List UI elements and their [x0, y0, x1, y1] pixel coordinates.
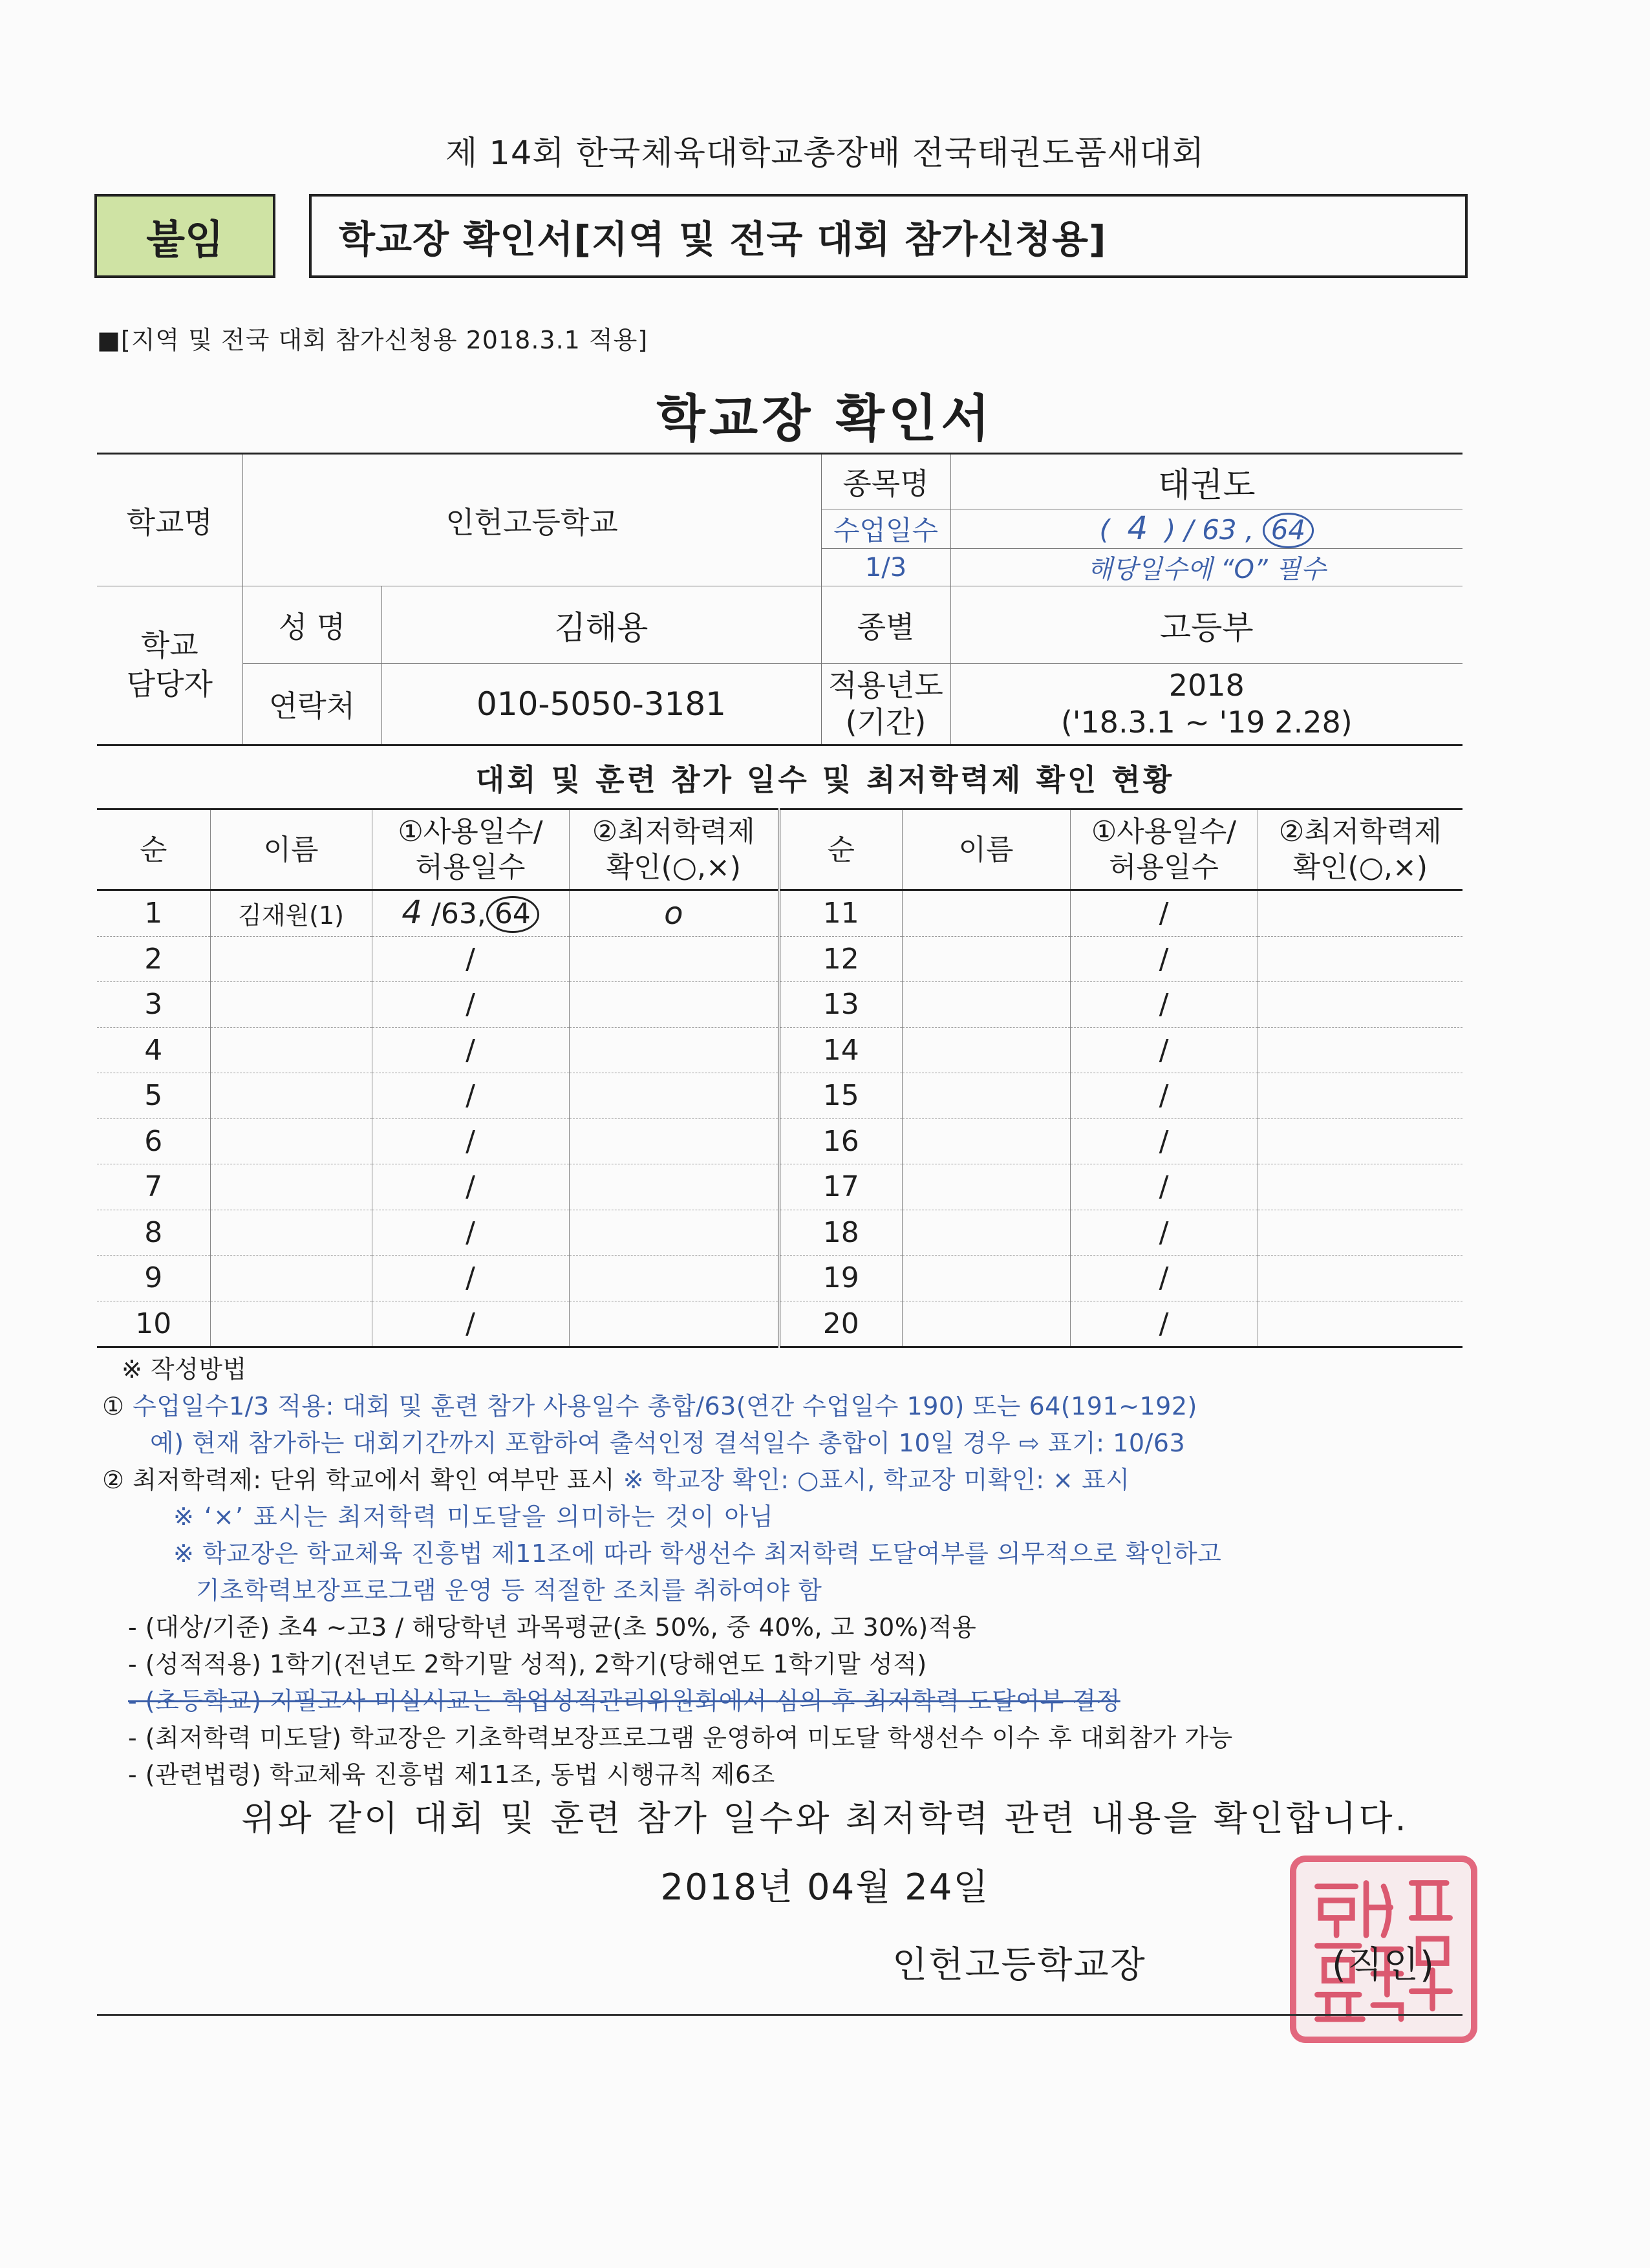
document-title: 학교장 확인서[지역 및 전국 대회 참가신청용] [309, 194, 1468, 278]
row-check [569, 1118, 779, 1164]
row-check [569, 1073, 779, 1119]
header-check: ②최저학력제 확인(○,×) [1258, 809, 1462, 890]
guide-line-11: - (관련법령) 학교체육 진흥법 제11조, 동법 시행규칙 제6조 [128, 1760, 775, 1789]
table-row [97, 1164, 1462, 1210]
row-check [569, 982, 779, 1028]
division-label: 종별 [821, 586, 950, 664]
row-name [210, 1164, 372, 1210]
row-name [902, 1027, 1070, 1073]
table-row [97, 1256, 1462, 1301]
guide-line-5: ※ 학교장은 학교체육 진흥법 제11조에 따라 학생선수 최저학력 도달여부를 의무적으로 확인하고 [173, 1539, 1222, 1568]
row-check [569, 1027, 779, 1073]
row-no: 3 [97, 982, 210, 1028]
table-row [97, 1301, 1462, 1347]
row-no: 11 [779, 890, 902, 937]
row-no: 20 [779, 1301, 902, 1347]
row-days: / [1070, 1301, 1258, 1347]
table-row [97, 936, 1462, 982]
row-days: / [372, 1027, 569, 1073]
bottom-divider [97, 2014, 1462, 2016]
scope-note: ■[지역 및 전국 대회 참가신청용 2018.3.1 적용] [97, 326, 648, 354]
row-days: / [1070, 1164, 1258, 1210]
class-days-used: 4 [1127, 509, 1148, 548]
section-heading: 대회 및 훈련 참가 일수 및 최저학력제 확인 현황 [475, 762, 1175, 797]
row-days [372, 890, 569, 937]
contest-title: 제 14회 한국체육대학교총장배 전국태권도품새대회 [445, 134, 1205, 173]
guide-line-2: 예) 현재 참가하는 대회기간까지 포함하여 출석인정 결석일수 총합이 10일 경우 ⇨ 표기: 10/63 [150, 1429, 1186, 1457]
issue-date: 2018년 04월 24일 [660, 1867, 990, 1909]
principal-name: 인헌고등학교장 [892, 1944, 1146, 1986]
row-name [902, 1301, 1070, 1347]
school-label: 학교명 [97, 454, 242, 586]
row-check [569, 1164, 779, 1210]
class-days-value [950, 509, 1462, 549]
main-title: 학교장 확인서 [656, 390, 994, 448]
table-row [97, 1073, 1462, 1119]
row-no: 1 [97, 890, 210, 937]
row-days-allowed: /63, [431, 897, 486, 931]
row-days: / [1070, 1210, 1258, 1256]
table-row [97, 890, 1462, 937]
header-days: ①사용일수/ 허용일수 [372, 809, 569, 890]
class-days-ratio: 1/3 [821, 549, 950, 586]
division-value: 고등부 [950, 586, 1462, 664]
row-check [1258, 982, 1462, 1028]
row-check [569, 936, 779, 982]
row-no: 18 [779, 1210, 902, 1256]
row-check [569, 1256, 779, 1301]
row-no: 14 [779, 1027, 902, 1073]
class-days-open: ( [1099, 514, 1110, 546]
row-days-circled: 64 [486, 896, 539, 933]
row-no: 7 [97, 1164, 210, 1210]
guide-line-1-text: 수업일수1/3 적용: 대회 및 훈련 참가 사용일수 총합/63(연간 수업일수 190) 또는 64(191~192) [133, 1392, 1197, 1420]
class-days-note: 해당일수에 “O” 필수 [950, 549, 1462, 586]
row-check [1258, 936, 1462, 982]
row-days: / [1070, 936, 1258, 982]
row-check: o [569, 890, 779, 937]
guide-line-6: 기초학력보장프로그램 운영 등 적절한 조치를 취하여야 함 [196, 1576, 822, 1605]
row-days: / [1070, 982, 1258, 1028]
guide-line-4: ※ ‘×’ 표시는 최저학력 미도달을 의미하는 것이 아님 [173, 1503, 775, 1531]
class-days-label: 수업일수 [821, 509, 950, 549]
guide-line-1 [102, 1388, 1473, 1425]
row-no: 9 [97, 1256, 210, 1301]
writing-guide [102, 1351, 1473, 1793]
class-days-circled: 64 [1263, 513, 1314, 548]
header-no: 순 [97, 809, 210, 890]
row-check [1258, 1164, 1462, 1210]
row-no: 19 [779, 1256, 902, 1301]
guide-line-10: - (최저학력 미도달) 학교장은 기초학력보장프로그램 운영하여 미도달 학생선수 이수 후 대회참가 가능 [128, 1724, 1233, 1752]
row-name [902, 1210, 1070, 1256]
row-name [902, 890, 1070, 937]
row-check [1258, 1301, 1462, 1347]
manager-label: 학교 담당자 [97, 586, 242, 745]
row-days: / [372, 1210, 569, 1256]
info-table [97, 453, 1462, 746]
row-no: 15 [779, 1073, 902, 1119]
row-name [902, 1073, 1070, 1119]
row-name [210, 982, 372, 1028]
header-no: 순 [779, 809, 902, 890]
year-period: ('18.3.1 ~ '19 2.28) [1060, 705, 1353, 740]
class-days-mid: ) / 63 , [1164, 514, 1254, 546]
participation-table [97, 808, 1462, 1348]
row-no: 13 [779, 982, 902, 1028]
table-row [97, 1118, 1462, 1164]
row-no: 17 [779, 1164, 902, 1210]
row-days: / [1070, 1118, 1258, 1164]
guide-line-3-num: ② [102, 1466, 125, 1494]
row-name [210, 1118, 372, 1164]
contact-value: 010-5050-3181 [381, 664, 821, 745]
row-days: / [1070, 1073, 1258, 1119]
year-value-cell [950, 664, 1462, 745]
row-name [902, 982, 1070, 1028]
header-name: 이름 [902, 809, 1070, 890]
row-name [902, 1256, 1070, 1301]
row-name [210, 1210, 372, 1256]
seal-label: (직인) [1332, 1944, 1435, 1986]
row-days: / [372, 936, 569, 982]
year-value: 2018 [1168, 667, 1245, 703]
row-days: / [372, 1256, 569, 1301]
row-check [1258, 890, 1462, 937]
row-days-used: 4 [402, 893, 422, 932]
confirmation-statement: 위와 같이 대회 및 훈련 참가 일수와 최저학력 관련 내용을 확인합니다. [241, 1798, 1409, 1839]
row-check [1258, 1118, 1462, 1164]
row-no: 16 [779, 1118, 902, 1164]
header-days: ①사용일수/ 허용일수 [1070, 809, 1258, 890]
name-value: 김해용 [381, 586, 821, 664]
guide-line-8: - (성적적용) 1학기(전년도 2학기말 성적), 2학기(당해연도 1학기말 성적) [128, 1650, 927, 1678]
guide-line-1-num: ① [102, 1392, 125, 1420]
name-label: 성 명 [242, 586, 381, 664]
row-no: 6 [97, 1118, 210, 1164]
row-check [1258, 1210, 1462, 1256]
row-days: / [372, 1301, 569, 1347]
row-days: / [372, 982, 569, 1028]
row-name [210, 1301, 372, 1347]
row-days: / [372, 1164, 569, 1210]
row-days: / [1070, 1256, 1258, 1301]
table-row [97, 1027, 1462, 1073]
row-days: / [1070, 890, 1258, 937]
row-name [902, 936, 1070, 982]
contact-label: 연락처 [242, 664, 381, 745]
table-row [97, 982, 1462, 1028]
guide-line-3 [102, 1462, 1473, 1499]
row-name [210, 936, 372, 982]
attachment-badge: 붙임 [94, 194, 275, 278]
header-name: 이름 [210, 809, 372, 890]
row-no: 8 [97, 1210, 210, 1256]
guide-line-3-a: 최저학력제: 단위 학교에서 확인 여부만 표시 [133, 1466, 616, 1494]
row-check [569, 1210, 779, 1256]
row-check [569, 1301, 779, 1347]
row-name [902, 1164, 1070, 1210]
row-name [210, 1256, 372, 1301]
row-name [210, 1073, 372, 1119]
guide-heading: ※ 작성방법 [122, 1355, 247, 1384]
row-days: / [372, 1073, 569, 1119]
guide-line-3-b: ※ 학교장 확인: ○표시, 학교장 미확인: × 표시 [623, 1466, 1130, 1494]
row-no: 2 [97, 936, 210, 982]
row-check [1258, 1073, 1462, 1119]
year-label: 적용년도 (기간) [821, 664, 950, 745]
event-value: 태권도 [950, 454, 1462, 509]
row-name [210, 1027, 372, 1073]
row-no: 5 [97, 1073, 210, 1119]
row-check [1258, 1256, 1462, 1301]
school-value: 인헌고등학교 [242, 454, 821, 586]
guide-line-7: - (대상/기준) 초4 ~고3 / 해당학년 과목평균(초 50%, 중 40%, 고 30%)적용 [128, 1613, 977, 1642]
event-label: 종목명 [821, 454, 950, 509]
row-no: 4 [97, 1027, 210, 1073]
row-name: 김재원(1) [210, 890, 372, 937]
row-days: / [1070, 1027, 1258, 1073]
table-row [97, 1210, 1462, 1256]
row-name [902, 1118, 1070, 1164]
row-days: / [372, 1118, 569, 1164]
row-no: 12 [779, 936, 902, 982]
row-check [1258, 1027, 1462, 1073]
guide-line-9: - (초등학교) 지필고사 미실시교는 학업성적관리위원회에서 심의 후 최저학력 도달여부 결정 [128, 1687, 1120, 1715]
header-check: ②최저학력제 확인(○,×) [569, 809, 779, 890]
row-no: 10 [97, 1301, 210, 1347]
